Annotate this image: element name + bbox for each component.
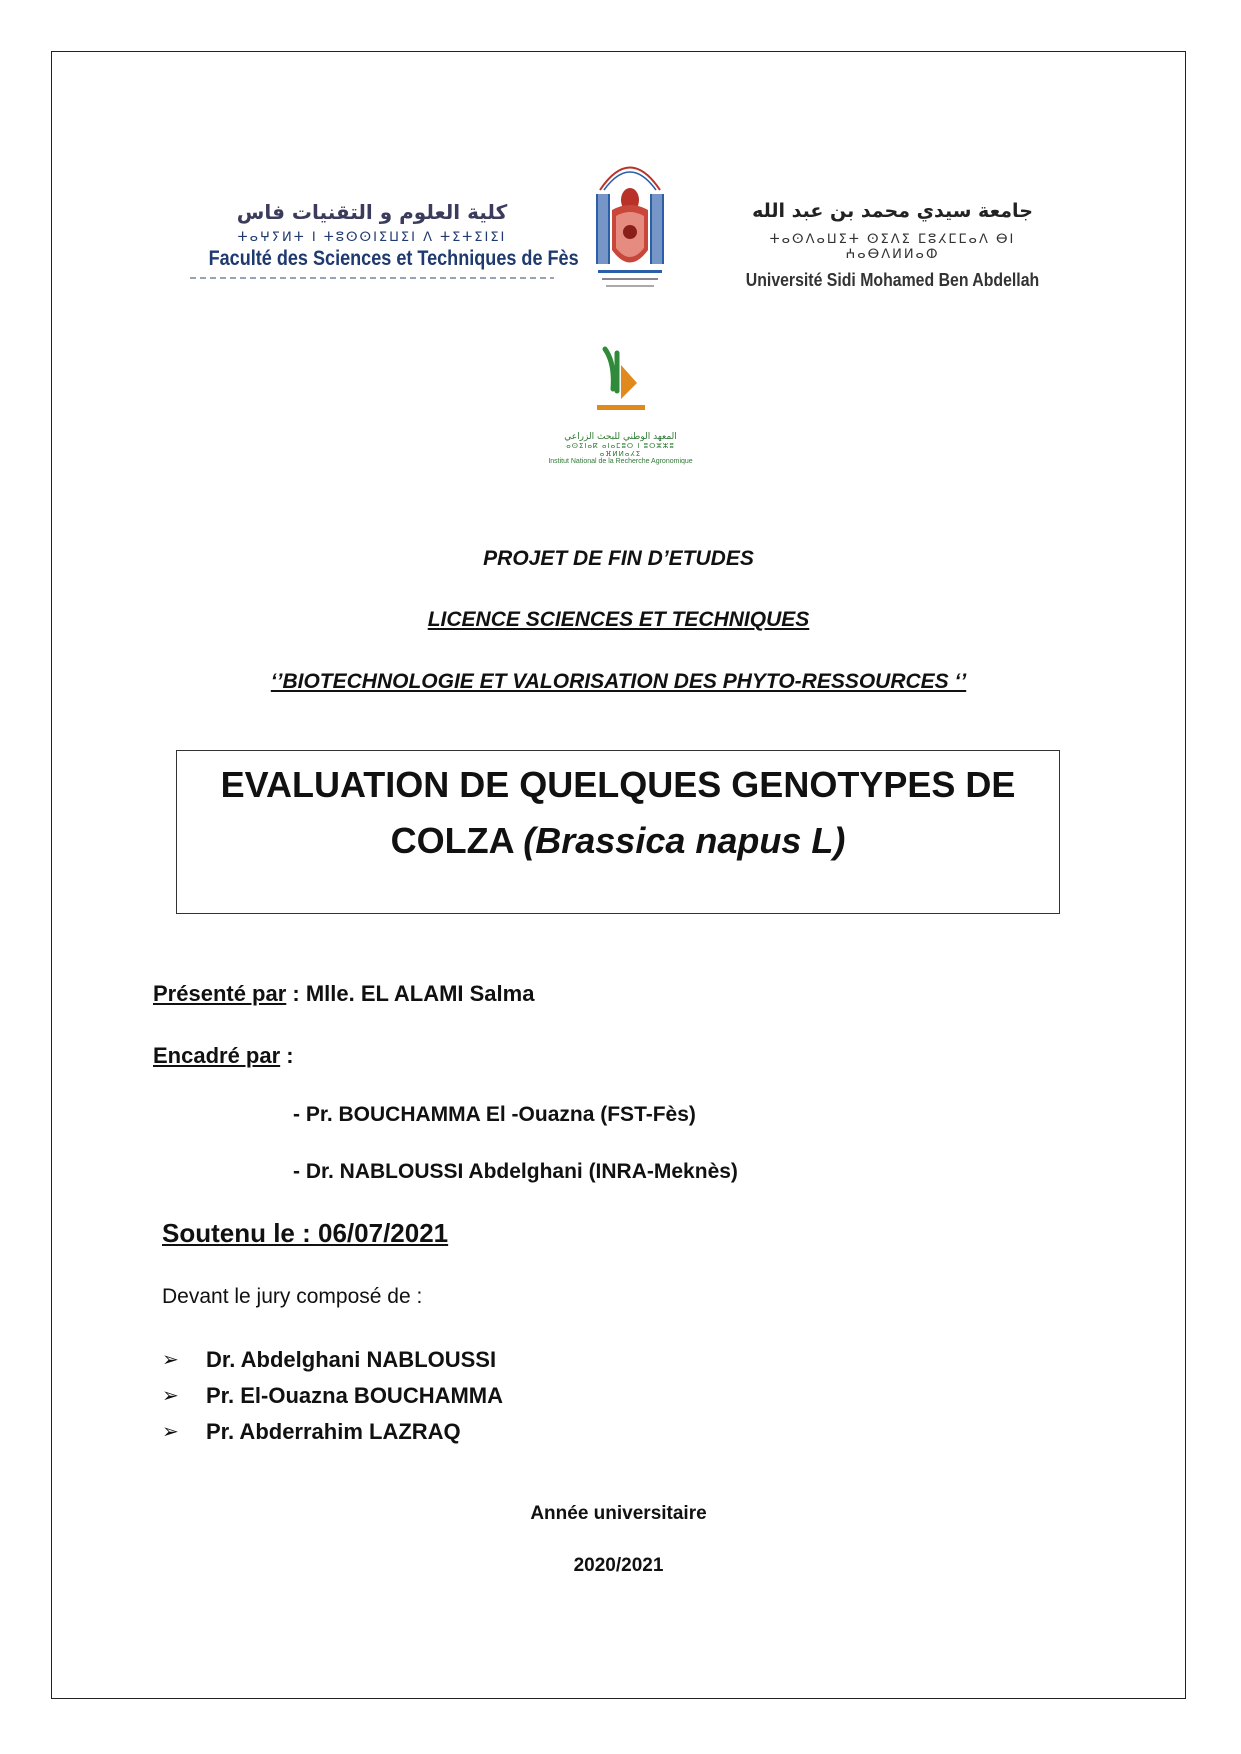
inra-french-name: Institut National de la Recherche Agronomique	[548, 458, 693, 465]
inra-tifinagh-name: ⴰⵙⵉⵏⴰⴽ ⴰⵏⴰⵎⵓⵔ ⵏ ⵓⵔⵣⵣⵓ ⴰⴼⵍⵍⴰⵃⵉ	[566, 442, 675, 458]
thesis-title-box	[176, 750, 1060, 914]
project-type: PROJET DE FIN D’ETUDES	[483, 547, 754, 570]
jury-member-name: Pr. Abderrahim LAZRAQ	[206, 1419, 461, 1444]
degree-name: LICENCE SCIENCES ET TECHNIQUES	[427, 608, 810, 631]
thesis-title-line2	[177, 813, 1059, 869]
defense-date: Soutenu le : 06/07/2021	[162, 1218, 449, 1248]
usmba-tifinagh-name: ⵜⴰⵙⴷⴰⵡⵉⵜ ⵙⵉⴷⵉ ⵎⵓⵃⵎⵎⴰⴷ ⴱⵏ ⵄⴰⴱⴷⵍⵍⴰⵀ	[769, 232, 1016, 262]
option-name: ‘’BIOTECHNOLOGIE ET VALORISATION DES PHYTO-RESSOURCES ‘’	[270, 670, 967, 693]
supervised-by-colon: :	[280, 1043, 294, 1068]
fst-logo	[182, 200, 579, 279]
usmba-logo	[720, 200, 1065, 291]
jury-member	[162, 1342, 503, 1378]
arrow-bullet-icon: ➢	[162, 1349, 179, 1371]
fst-arabic-name: كلية العلوم و التقنيات فاس	[236, 200, 508, 224]
presented-by-value: : Mlle. EL ALAMI Salma	[286, 981, 535, 1006]
inra-emblem-icon	[591, 345, 651, 425]
academic-year: 2020/2021	[573, 1555, 664, 1576]
species-name: (Brassica napus L)	[523, 820, 846, 861]
jury-member	[162, 1414, 503, 1450]
jury-member-name: Dr. Abdelghani NABLOUSSI	[206, 1347, 497, 1372]
university-crest-icon	[590, 150, 670, 300]
fst-french-name: Faculté des Sciences et Techniques de Fès	[208, 247, 579, 270]
presented-by	[153, 981, 534, 1007]
academic-year-label: Année universitaire	[530, 1503, 707, 1524]
jury-member	[162, 1378, 503, 1414]
usmba-french-name: Université Sidi Mohamed Ben Abdellah	[745, 270, 1040, 290]
usmba-arabic-name: جامعة سيدي محمد بن عبد الله	[752, 200, 1033, 222]
fst-logo-rule	[190, 277, 554, 279]
thesis-title-prefix: COLZA	[390, 820, 524, 861]
thesis-title-line1: EVALUATION DE QUELQUES GENOTYPES DE	[220, 764, 1016, 805]
arrow-bullet-icon: ➢	[162, 1385, 179, 1407]
supervised-by-label: Encadré par	[153, 1043, 281, 1068]
jury-list	[162, 1342, 503, 1450]
supervisor-item: - Dr. NABLOUSSI Abdelghani (INRA-Meknès)	[293, 1160, 738, 1183]
fst-tifinagh-name: ⵜⴰⵖⵢⵍⵜ ⵏ ⵜⵓⵙⵙⵏⵉⵡⵉⵏ ⴷ ⵜⵉⵜⵉⵏⵉⵏ	[237, 230, 507, 245]
inra-logo	[548, 345, 693, 465]
supervised-by	[153, 1043, 294, 1069]
jury-member-name: Pr. El-Ouazna BOUCHAMMA	[206, 1383, 504, 1408]
arrow-bullet-icon: ➢	[162, 1421, 179, 1443]
inra-arabic-name: المعهد الوطني للبحث الزراعي	[564, 432, 677, 442]
supervisor-item: - Pr. BOUCHAMMA El -Ouazna (FST-Fès)	[293, 1103, 696, 1126]
presented-by-label: Présenté par	[153, 981, 287, 1006]
jury-intro: Devant le jury composé de :	[162, 1285, 423, 1308]
